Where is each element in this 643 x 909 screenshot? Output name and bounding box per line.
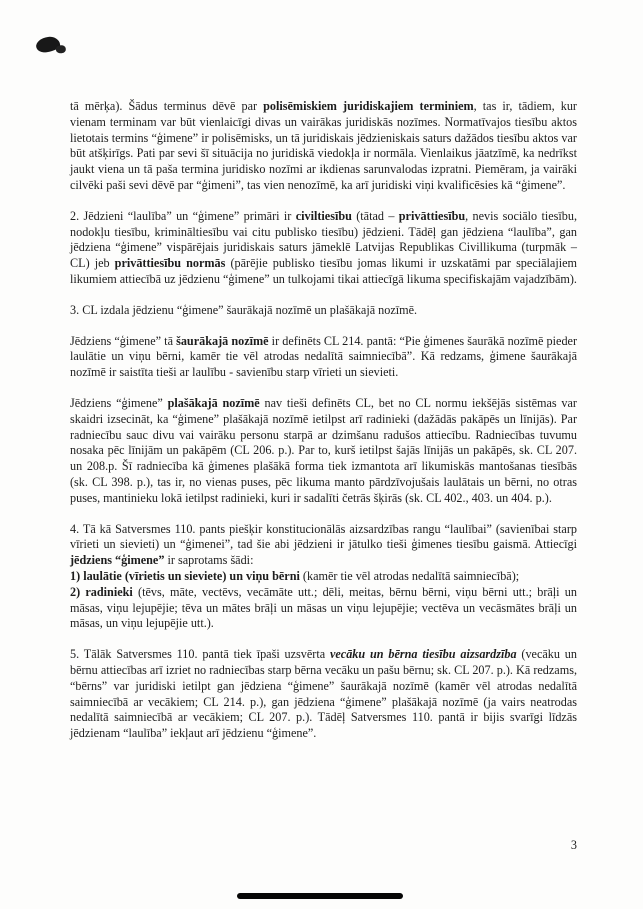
text-run: vecāku un bērna tiesību aizsardzība: [329, 647, 517, 662]
paragraph: [70, 647, 577, 742]
paragraph: [70, 303, 577, 319]
text-run: privāttiesību: [398, 208, 466, 223]
text-run: šaurākajā nozīmē: [176, 333, 269, 348]
text-run: 1) laulātie (vīrietis un sieviete) un viņu bērni: [70, 568, 300, 583]
paragraph: [70, 522, 577, 569]
text-run: jēdziens “ģimene”: [70, 553, 165, 568]
text-run: plašākajā nozīmē: [167, 395, 260, 410]
text-run: (tātad –: [351, 208, 399, 223]
page-number: 3: [570, 838, 577, 852]
text-run: privāttiesību normās: [114, 256, 226, 271]
text-run: (vecāku un bērnu attiecības arī izriet no radniecības starp bērna vecāku un pašu bērnu; sk. CL 207. p.). Kā redzams, “bērns” var juridiski ietilpt gan jēdziena “ģimene” šaurākajā nozīmē (kamēr vēl atrodas nedalītā saimniecībā ar vecākiem; CL 214. p.), gan jēdziena “ģimene” plašākajā nozīmē (ja vairs neatrodas nedalītā saimniecībā ar vecākiem; CL 207. p.). Tādēļ Satversmes 110. pantā ir bijis svarīgi līdzās jēdzienam “laulība” iekļaut arī jēdzienu “ģimene”.: [70, 647, 577, 741]
text-run: 3. CL izdala jēdzienu “ģimene” šaurākajā nozīmē un plašākajā nozīmē.: [70, 302, 418, 317]
text-run: Jēdziens “ģimene”: [70, 395, 168, 410]
list-item: [70, 569, 577, 585]
text-run: (pārējie publisko tiesību jomas likumi ir uzskatāmi par speciālajiem likumiem attiecībā uz jēdzienu “ģimene” un tulkojami tikai attiecīgā likuma specifiskajām vajadzībām).: [70, 256, 577, 286]
text-run: 5. Tālāk Satversmes 110. pantā tiek īpaši uzsvērta: [70, 647, 330, 662]
text-run: (tēvs, māte, vectēvs, vecāmāte utt.; dēli, meitas, bērnu bērni, viņu bērni utt.; brāļi un māsas, viņu lejupējie; tēva un mātes brāļi un māsas un viņu lejupējie; vectēva un vecāsmātes brāļi un māsas, un viņu lejupējie utt.).: [70, 584, 577, 631]
text-run: , tas ir, tādiem, kur vienam terminam var būt vienlaicīgi divas un vairākas juridiskās nozīmes. Normatīvajos tiesību aktos lietotais termins “ģimene” ir polisēmisks, un tā juridiskais jēdzieniskais saturs dažādos tiesību aktos var būt atšķirīgs. Pati par sevi šī situācija no juridiskā viedokļa ir normāla. Vienlaikus jāatzīmē, ka nedrīkst jaukt viena un tā paša termina juridisko nozīmi ar ikdienas sarunvalodas izpratni. Piemēram, ja vairāki cilvēki paši sevi dēvē par “ģimeni”, tas vien nenozīmē, ka arī juridiski viņi kvalificēsies kā “ģimene”.: [70, 99, 577, 192]
text-run: nav tieši definēts CL, bet no CL normu iekšējās sistēmas var skaidri izsecināt, ka “ģimene” plašākajā nozīmē ietilpst arī radinieki (dažādās pakāpēs un līnijās). Par radniecību sauc divu vai vairāku personu starpā ar dzimšanu radušos attiecību. Radniecības tuvumu nosaka pēc līnijām un pakāpēm (CL 206. p.). Par to, kurš ietilpst šajās līnijās un pakāpēs, sk. CL 207. un 208.p. Šī radniecība kā ģimenes plašākā forma tiek izmantota arī likumiskās mantošanas tiesībās (sk. CL 398. p.), tas ir, no vienas puses, pēc likuma manto pārdzīvojušais laulātais un bērni, no otras puses, mantinieku lokā ietilpst radinieki, kuri ir sadalīti četrās šķirās (sk. CL 402., 403. un 404. p.).: [70, 395, 577, 505]
scan-artifact-blob: [35, 35, 61, 53]
list-item: [70, 585, 577, 632]
scan-artifact-line: [237, 893, 403, 899]
text-run: 4. Tā kā Satversmes 110. pants piešķir konstitucionālās aizsardzības rangu “laulībai” (savienībai starp vīrieti un sievieti) un “ģimenei”, tad šie abi jēdzieni ir jātulko tieši ģimenes tiesību gaismā. Attiecīgi: [70, 521, 577, 552]
text-run: tā mērķa). Šādus terminus dēvē par: [70, 99, 264, 113]
page-text: [70, 99, 577, 742]
paragraph: [70, 396, 577, 507]
text-run: , nevis sociālo tiesību, nodokļu tiesību, krimināltiesību vai citu publisko tiesību) jēdzieni. Tādēļ gan jēdziena “laulība”, gan jēdziena “ģimene” vispārējais juridiskais saturs jāmeklē Latvijas Republikas Civillikuma (turpmāk – CL) jeb: [70, 208, 578, 271]
text-run: 2) radinieki: [70, 584, 133, 599]
paragraph: [70, 99, 577, 194]
paragraph: [70, 334, 577, 381]
text-run: Jēdziens “ģimene” tā: [70, 333, 177, 348]
text-run: ir saprotams šādi:: [164, 553, 254, 568]
text-run: polisēmiskiem juridiskajiem terminiem: [263, 99, 474, 113]
text-run: (kamēr tie vēl atrodas nedalītā saimniecībā);: [299, 568, 520, 583]
text-run: ir definēts CL 214. pantā: “Pie ģimenes šaurākā nozīmē pieder laulātie un viņu bērni, kamēr tie vēl atrodas nedalītā saimniecībā”. Kā redzams, ģimene šaurākajā nozīmē ir saistīta tieši ar laulību - savienību starp vīrieti un sievieti.: [70, 333, 578, 380]
text-run: civiltiesību: [295, 208, 352, 223]
text-run: 2. Jēdzieni “laulība” un “ģimene” primāri ir: [70, 208, 296, 223]
paragraph: [70, 209, 577, 288]
